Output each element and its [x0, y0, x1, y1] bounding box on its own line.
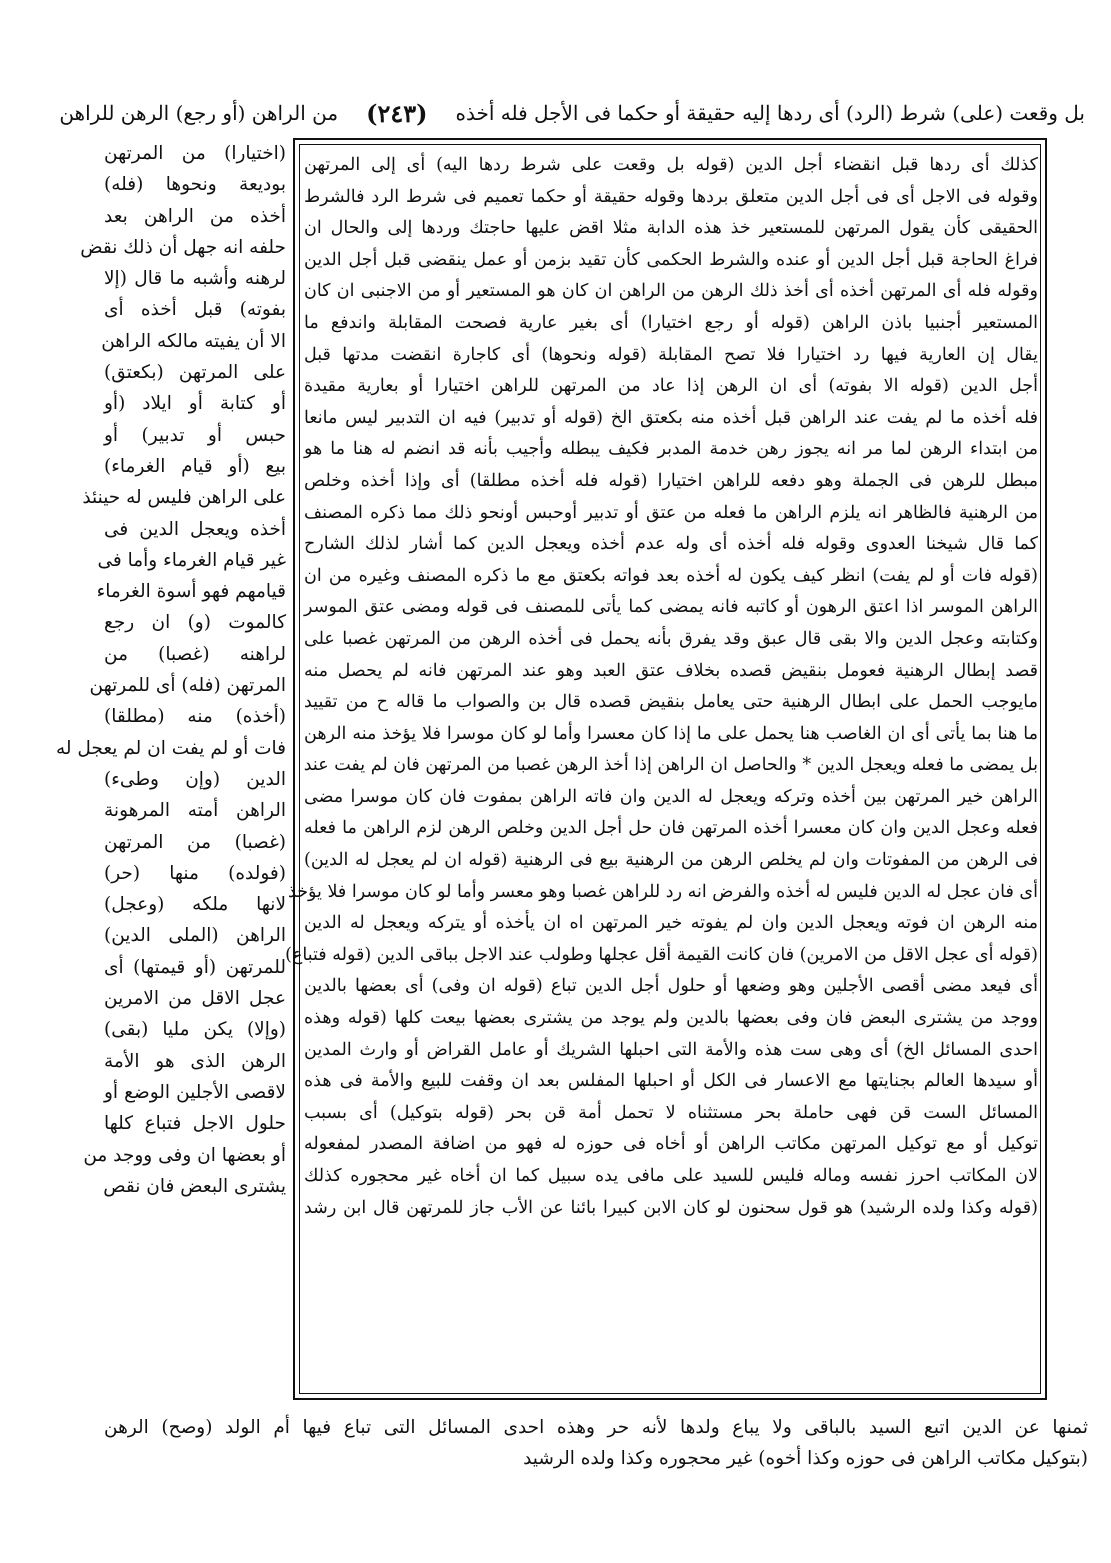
main-text-line: لرهنه وأشبه ما قال (إلا	[104, 268, 286, 290]
main-text-line: على الراهن فليس له حينئذ	[82, 487, 286, 509]
commentary-line: أى فيعد مضى أقصى الأجلين وهو وضعها أو حلول أجل الدين تباع (قوله ان وفى) أى بعضها بالدين	[304, 976, 1038, 997]
main-text-line: المرتهن (فله) أى للمرتهن	[89, 675, 286, 697]
main-text-line: على المرتهن (بكعتق)	[104, 362, 286, 384]
commentary-line: أو سيدها العالم بجنايتها مع الاعسار فى الكل أو احبلها المفلس بعد ان وقفت للبيع والأمة فى هذه	[304, 1071, 1038, 1092]
commentary-line: قصد إبطال الرهنية فعومل بنقيض قصده بخلاف عتق العبد وهو عند المرتهن فانه لم يحصل منه	[304, 660, 1038, 681]
commentary-line: الراهن خير المرتهن بين أخذه وتركه ويعجل له الدين وان فاته الراهن بمفوت فان كان موسرا مضى	[304, 786, 1038, 807]
commentary-line: كذلك أى ردها قبل انقضاء أجل الدين (قوله بل وقعت على شرط ردها اليه) أى إلى المرتهن	[304, 155, 1038, 175]
main-text-line: (فولده) منها (حر)	[104, 862, 286, 884]
main-text-line: بوديعة ونحوها (فله)	[104, 174, 286, 196]
main-text-line: أخذه من الراهن بعد	[104, 205, 286, 227]
commentary-line: فراغ الحاجة قبل أجل الدين أو عنده والشرط الحكمى كأن تقيد بزمن أو عمل ينقضى قبل أجل الدين	[304, 249, 1038, 270]
main-text-line: كالموت (و) ان رجع	[104, 612, 286, 634]
bottom-text-line: ثمنها عن الدين اتبع السيد بالباقى ولا يباع ولدها لأنه حر وهذه احدى المسائل التى تباع فيها أم الولد (وصح) الرهن	[104, 1417, 1088, 1438]
commentary-line: من الرهنية فالظاهر انه يلزم الراهن ما فعله من عتق أو تدبير أوحبس أونحو ذلك مما ذكره المصنف	[304, 502, 1038, 523]
main-text-line: حبس أو تدبير) أو	[104, 424, 286, 446]
commentary-line: لان المكاتب احرز نفسه وماله فليس للسيد على مافى يده سبيل كما ان أخاه غير محجوره كذلك	[304, 1166, 1038, 1186]
commentary-line: وكتابته وعجل الدين والا بقى قال عبق وقد يفرق بأنه يحمل فى أخذه الرهن من المرتهن غصبا على	[304, 628, 1038, 649]
main-text-column	[55, 138, 286, 1202]
main-text-line: يشترى البعض فان نقص	[103, 1175, 286, 1197]
main-text-line: أو كتابة أو ايلاد (أو	[104, 393, 286, 415]
commentary-line: فله أخذه ما لم يفت عند الراهن قبل أخذه منه بكعتق الخ (قوله أو تدبير) فيه ان التدبير ليس مانعا	[304, 407, 1038, 428]
main-text-line: الراهن أمته المرهونة	[104, 800, 286, 822]
commentary-line: (قوله فات أو لم يفت) انظر كيف يكون له أخذه بعد فواته بكعتق مع ما ذكره المصنف وغيره من ان	[304, 565, 1038, 586]
commentary-line: فى الرهن من المفوتات وان لم يخلص الرهن من الرهنية بيع فى الرهنية (قوله ان لم يعجل له الدين)	[304, 850, 1038, 871]
main-text-line: فات أو لم يفت ان لم يعجل له	[55, 737, 286, 759]
commentary-line: الحقيقى كأن يقول المرتهن للمستعير خذ هذه الدابة مثلا اقض عليها حاجتك وردها إلى والحال ان	[304, 218, 1038, 239]
commentary-line: ما هنا بما يأتى أى ان الغاصب هنا يحمل على ما إذا كان معسرا وأما لو كان موسرا فلا يؤخذ منه الرهن	[304, 723, 1038, 744]
main-text-line: للمرتهن (أو قيمتها) أى	[104, 956, 286, 978]
commentary-line: من ابتداء الرهن لما مر انه يجوز رهن خدمة المدبر فكيف يبطله وأجيب بأنه قد انضم له هنا ما هو	[304, 439, 1038, 460]
header-running-text: بل وقعت (على) شرط (الرد) أى ردها إليه حقيقة أو حكما فى الأجل فله أخذه	[455, 101, 1085, 125]
commentary-line: منه الرهن ان فوته ويعجل الدين وان لم يفوته خير المرتهن اه ان يأخذه أو يتركه ويعجل له الدين	[304, 913, 1038, 934]
commentary-line: توكيل أو مع توكيل المرتهن مكاتب الراهن أو أخاه فى حوزه له فهو من اضافة المصدر لمفعوله	[304, 1134, 1038, 1155]
bottom-text-line: (بتوكيل مكاتب الراهن فى حوزه وكذا أخوه) غير محجوره وكذا ولده الرشيد	[523, 1448, 1088, 1469]
main-text-line: حلفه انه جهل أن ذلك نقض	[80, 236, 286, 258]
main-text-line: أو بعضها ان وفى ووجد من	[83, 1144, 286, 1166]
main-text-line: الا أن يفيته مالكه الراهن	[101, 330, 286, 352]
commentary-line: وقوله فى الاجل أى فى أجل الدين متعلق بردها وقوله حقيقة أو حكما تعميم فى شرط الرد فالشرط	[304, 186, 1038, 207]
main-text-line: (وإلا) يكن مليا (بقى)	[104, 1019, 286, 1041]
commentary-line: (قوله أى عجل الاقل من الامرين) فان كانت القيمة أقل عجلها وطولب عند الاجل بباقى الدين (قوله فتباع)	[285, 944, 1038, 965]
commentary-line: مايوجب الحمل على ابطال الرهنية حتى يعامل بنقيض قصده قال بن والصواب ما قاله ح من تقييد	[304, 692, 1038, 713]
main-text-line: (اختيارا) من المرتهن	[104, 143, 286, 164]
main-text-line: حلول الاجل فتباع كلها	[104, 1113, 286, 1135]
main-text-line: (أخذه) منه (مطلقا)	[104, 706, 286, 728]
main-text-line: لاقصى الأجلين الوضع أو	[104, 1081, 286, 1103]
commentary-line: بل يمضى ما فعله ويعجل الدين * والحاصل ان الراهن إذا أخذ الرهن غصبا من المرتهن فان لم يفت عند	[303, 755, 1038, 776]
commentary-line: (قوله وكذا ولده الرشيد) هو قول سحنون لو كان الابن كبيرا بائنا عن الأب جاز للمرتهن قال ابن رشد	[304, 1197, 1038, 1218]
commentary-line: يقال إن العارية فيها رد اختيارا فلا تصح المقابلة (قوله ونحوها) أى كاجارة انقضت مدتها قبل	[304, 344, 1038, 365]
commentary-line: كما قال شيخنا العدوى وقوله فله أخذه أى وله عدم أخذه ويعجل الدين كما أشار لذلك الشارح	[304, 534, 1038, 555]
commentary-line: ووجد من يشترى البعض فان وفى بعضها بالدين ولم يوجد من يشترى بعضها بيعت كلها (قوله وهذه	[304, 1008, 1038, 1029]
bottom-main-text	[104, 1412, 1088, 1474]
commentary-line: أجل الدين (قوله الا بفوته) أى ان الرهن إذا عاد من المرتهن للراهن اختيارا أو بعارية مقيدة	[304, 376, 1038, 397]
main-text-line: الرهن الذى هو الأمة	[104, 1050, 286, 1072]
commentary-line: فعله وعجل الدين وان كان معسرا أخذه المرتهن فان حل أجل الدين وخلص الرهن لزم الراهن ما فعله	[304, 818, 1038, 839]
commentary-line: المستعير أجنبيا باذن الراهن (قوله أو رجع اختيارا) أى بغير عارية فصحت المقابلة واندفع ما	[304, 312, 1038, 333]
commentary-line: الراهن الموسر اذا اعتق الرهون أو كاتبه فانه يمضى كما يأتى للمصنف فى قوله ومضى عتق الموسر	[304, 597, 1038, 618]
main-text-line: لراهنه (غصبا) من	[104, 643, 286, 665]
commentary-line: مبطل للرهن فى الجملة وهو دفعه للراهن اختيارا (قوله فله أخذه مطلقا) أى وإذا أخذه وخلص	[304, 470, 1038, 491]
main-text-line: الدين (وإن وطىء)	[104, 768, 286, 790]
main-text-line: عجل الاقل من الامرين	[104, 988, 286, 1010]
page-header	[59, 96, 1085, 130]
main-text-line: أخذه ويعجل الدين فى	[104, 518, 286, 540]
commentary-line: وقوله فله أى المرتهن أخذه أى أخذ ذلك الرهن من الراهن ان كان هو المستعير أو من الاجنبى ان كان	[304, 281, 1038, 302]
page-number: (٢٤٣)	[366, 98, 428, 128]
commentary-line: احدى المسائل الخ) أى وهى ست هذه والأمة التى احبلها الشريك أو عامل القراض أو وارث المدين	[304, 1039, 1038, 1060]
commentary-line: المسائل الست قن فهى حاملة بحر مستثناه لا تحمل أمة قن بحر (قوله بتوكيل) أى بسبب	[304, 1102, 1038, 1123]
header-side-text: من الراهن (أو رجع) الرهن للراهن	[59, 101, 339, 125]
main-text-line: (غصبا) من المرتهن	[104, 831, 286, 853]
main-text-line: غير قيام الغرماء وأما فى	[97, 549, 286, 571]
main-text-line: قيامهم فهو أسوة الغرماء	[96, 581, 286, 603]
main-text-line: لانها ملكه (وعجل)	[104, 894, 286, 916]
main-text-line: بفوته) قبل أخذه أى	[104, 299, 286, 321]
main-text-line: الراهن (الملى الدين)	[104, 925, 286, 947]
commentary-text	[285, 150, 1038, 1224]
commentary-line: أى فان عجل له الدين فليس له أخذه والفرض انه رد للراهن غصبا وهو معسر وأما لو كان موسرا فلا يؤخذ	[288, 881, 1038, 902]
main-text-line: بيع (أو قيام الغرماء)	[104, 455, 286, 477]
